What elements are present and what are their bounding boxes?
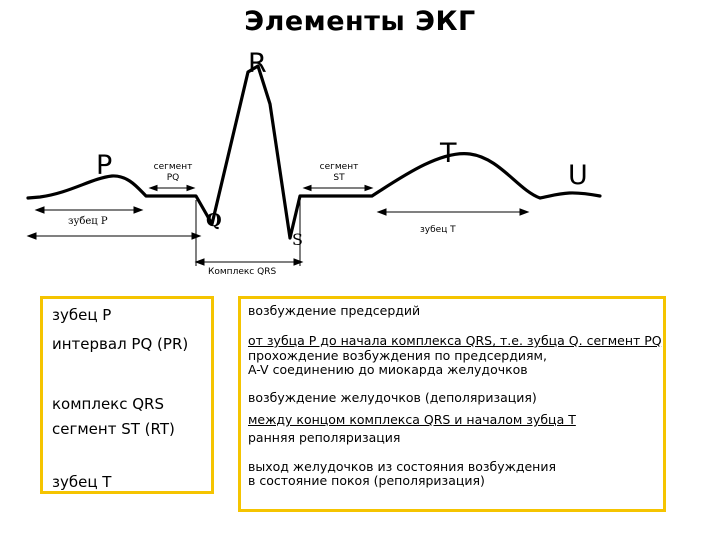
term-t-wave: зубец T xyxy=(52,473,112,491)
p-wave-label: зубец P xyxy=(68,216,108,227)
pq-interval-span-arrow xyxy=(28,233,200,239)
q-wave-letter: Q xyxy=(206,210,222,231)
segment-pq-label: сегмент PQ xyxy=(153,162,193,183)
desc-st-line-1: между концом комплекса QRS и началом зубца T xyxy=(248,412,576,427)
term-pq-interval: интервал PQ (PR) xyxy=(52,335,189,353)
desc-p-wave: возбуждение предсердий xyxy=(248,303,421,318)
term-p-wave: зубец P xyxy=(52,306,112,324)
desc-pq-line-3: A-V соединению до миокарда желудочков xyxy=(248,362,528,377)
desc-qrs: возбуждение желудочков (деполяризация) xyxy=(248,390,537,405)
u-wave-letter: U xyxy=(568,160,589,191)
qrs-complex-label: Комплекс QRS xyxy=(208,267,277,277)
st-segment-span-arrow xyxy=(304,186,372,191)
desc-st-line-2: ранняя реполяризация xyxy=(248,430,401,445)
desc-pq-line-1: от зубца P до начала комплекса QRS, т.е. зубца Q. сегмент PQ xyxy=(248,333,662,348)
desc-pq-line-2: прохождение возбуждения по предсердиям, xyxy=(248,348,547,363)
desc-t-line-2: в состояние покоя (реполяризация) xyxy=(248,473,485,488)
r-wave-letter: R xyxy=(248,48,268,79)
t-wave-span-arrow xyxy=(378,209,528,215)
t-wave-label: зубец T xyxy=(420,225,456,235)
segment-st-label: сегмент ST xyxy=(319,162,359,183)
s-wave-letter: S xyxy=(292,230,303,249)
desc-t-line-1: выход желудочков из состояния возбуждения xyxy=(248,459,557,474)
pq-segment-span-arrow xyxy=(150,186,194,191)
p-wave-letter: P xyxy=(96,150,114,181)
page-title: Элементы ЭКГ xyxy=(244,6,476,37)
term-st-segment: сегмент ST (RT) xyxy=(52,420,175,438)
qrs-span-arrow xyxy=(196,259,302,265)
term-qrs-complex: комплекс QRS xyxy=(52,395,165,413)
t-wave-letter: T xyxy=(440,138,458,169)
p-wave-span-arrow xyxy=(36,207,142,213)
